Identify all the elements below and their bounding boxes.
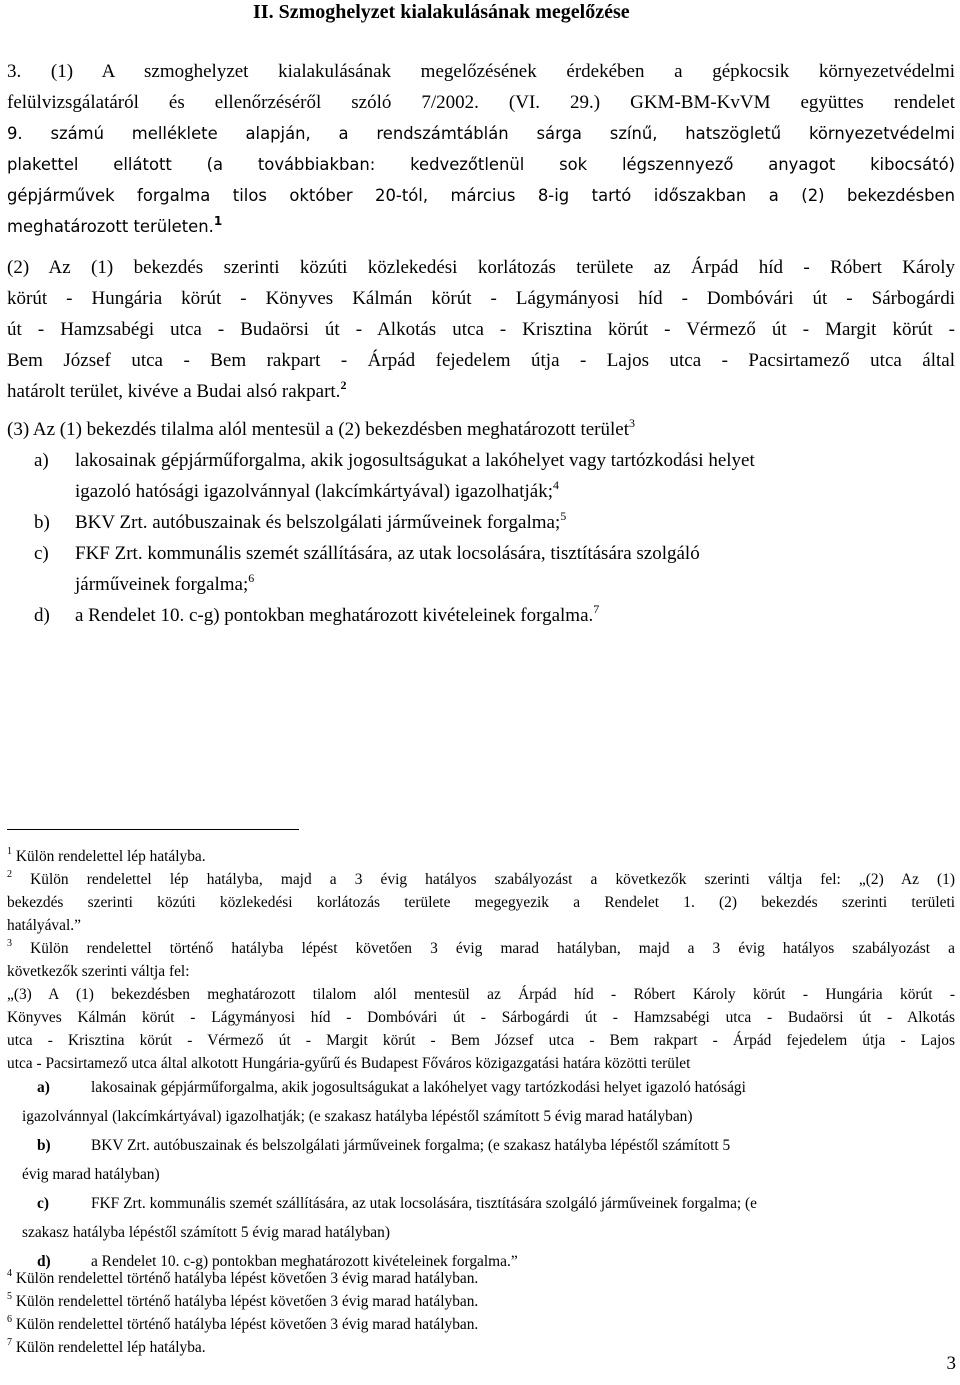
footnote-line: Könyves Kálmán körút - Lágymányosi híd - Dombóvári út - Sárbogárdi út - Hamzsabégi utca - Budaörsi út - Alkotás bbox=[7, 1009, 955, 1026]
paragraph-2-text-end: határolt terület, kivéve a Budai alsó rakpart. bbox=[7, 381, 341, 402]
paragraph-3-text: (3) Az (1) bekezdés tilalma alól mentesül a (2) bekezdésben meghatározott terület bbox=[7, 419, 629, 440]
list-item-text: igazolvánnyal (lakcímkártyával) igazolhatják; (e szakasz hatályba lépéstől számított 5 évig marad hatályban) bbox=[22, 1108, 693, 1125]
footnote-6 bbox=[7, 1313, 955, 1336]
list-item-text: FKF Zrt. kommunális szemét szállítására, az utak locsolására, tisztítására szolgáló járműveinek forgalma; (e bbox=[91, 1195, 757, 1212]
list-item-text: BKV Zrt. autóbuszainak és belszolgálati járműveinek forgalma; bbox=[75, 512, 561, 533]
footnote-3-list bbox=[7, 1076, 955, 1273]
footnote-ref: 3 bbox=[629, 415, 635, 430]
paragraph-3-line bbox=[7, 414, 955, 445]
footnote-number: 4 bbox=[7, 1267, 12, 1279]
paragraph-2-line: Bem József utca - Bem rakpart - Árpád fejedelem útja - Lajos utca - Pacsirtamező utca által bbox=[7, 350, 955, 371]
list-marker: c) bbox=[34, 543, 49, 564]
list-marker: a) bbox=[37, 1079, 50, 1096]
footnote-line: bekezdés szerinti közúti közlekedési korlátozás területe megegyezik a Rendelet 1. (2) bekezdés szerinti területi bbox=[7, 894, 955, 911]
footnote-3-list-item bbox=[7, 1192, 955, 1244]
paragraph-2-line: út - Hamzsabégi utca - Budaörsi út - Alkotás utca - Krisztina körút - Vérmező út - Margit körút - bbox=[7, 319, 955, 340]
footnote-ref: 6 bbox=[248, 570, 255, 585]
list-item-text: évig marad hatályban) bbox=[22, 1166, 160, 1183]
list-item bbox=[7, 600, 955, 631]
footnote-line: „(3) A (1) bekezdésben meghatározott tilalom alól mentesül az Árpád híd - Róbert Károly körút - Hungária körút - bbox=[7, 986, 955, 1003]
list-marker: d) bbox=[34, 605, 50, 626]
footnote-line: utca - Pacsirtamező utca által alkotott Hungária-gyűrű és Budapest Főváros közigazgatási határa közötti terület bbox=[7, 1055, 691, 1072]
list-item-text: a Rendelet 10. c-g) pontokban meghatározott kivételeinek forgalma. bbox=[75, 605, 594, 626]
footnote-line: hatályával.” bbox=[7, 917, 81, 934]
footnote-3-list-item bbox=[7, 1076, 955, 1128]
footnote-separator bbox=[7, 829, 299, 830]
footnote-2 bbox=[7, 868, 955, 937]
paragraph-2 bbox=[7, 252, 955, 407]
paragraph-1 bbox=[7, 56, 955, 242]
footnote-number: 7 bbox=[7, 1336, 12, 1348]
paragraph-3 bbox=[7, 414, 955, 445]
list-item-text: lakosainak gépjárműforgalma, akik jogosultságukat a lakóhelyet vagy tartózkodási helyet bbox=[75, 450, 755, 471]
list-item-text: igazoló hatósági igazolvánnyal (lakcímkártyával) igazolhatják; bbox=[75, 481, 553, 502]
footnote-line bbox=[7, 868, 955, 891]
exemption-list bbox=[7, 445, 955, 631]
list-marker: a) bbox=[34, 450, 49, 471]
footnote-text: Külön rendelettel lép hatályba, majd a 3 évig hatályos szabályozást a következők szerinti váltja fel: „(2) Az (1) bbox=[30, 871, 955, 888]
paragraph-1-line: plakettel ellátott (a továbbiakban: kedvezőtlenül sok légszennyező anyagot kibocsátó) bbox=[7, 155, 955, 174]
footnote-4 bbox=[7, 1267, 955, 1290]
list-item-text: járműveinek forgalma; bbox=[75, 574, 249, 595]
footnote-text: Külön rendelettel történő hatályba lépést követően 3 évig marad hatályban. bbox=[15, 1270, 479, 1287]
paragraph-1-line bbox=[7, 211, 955, 242]
list-item-text: lakosainak gépjárműforgalma, akik jogosultságukat a lakóhelyet vagy tartózkodási helyet igazoló hatósági bbox=[91, 1079, 746, 1096]
footnote-text: Külön rendelettel lép hatályba. bbox=[15, 848, 206, 865]
footnote-number: 1 bbox=[7, 845, 12, 857]
list-marker: b) bbox=[34, 512, 50, 533]
footnote-5 bbox=[7, 1290, 955, 1313]
footnote-3-list-item bbox=[7, 1134, 955, 1186]
list-marker: b) bbox=[37, 1137, 51, 1154]
footnote-number: 2 bbox=[7, 868, 12, 880]
paragraph-2-line bbox=[7, 376, 955, 407]
paragraph-1-line: felülvizsgálatáról és ellenőrzéséről szóló 7/2002. (VI. 29.) GKM-BM-KvVM együttes rendelet bbox=[7, 92, 955, 113]
page-number: 3 bbox=[946, 1353, 956, 1374]
footnote-number: 6 bbox=[7, 1313, 12, 1325]
footnote-line: következők szerinti váltja fel: bbox=[7, 963, 190, 980]
footnote-7 bbox=[7, 1336, 955, 1359]
footnote-number: 5 bbox=[7, 1290, 12, 1302]
footnote-1 bbox=[7, 845, 955, 868]
footnote-ref: 7 bbox=[593, 601, 600, 616]
footnote-ref: 4 bbox=[552, 477, 559, 492]
list-item-text: FKF Zrt. kommunális szemét szállítására, az utak locsolására, tisztítására szolgáló bbox=[75, 543, 700, 564]
footnote-number: 3 bbox=[7, 937, 12, 949]
footnote-text: Külön rendelettel történő hatályba lépést követően 3 évig marad hatályban. bbox=[15, 1316, 479, 1333]
list-marker: c) bbox=[37, 1195, 49, 1212]
footnote-text: Külön rendelettel lép hatályba. bbox=[15, 1339, 206, 1356]
list-marker: d) bbox=[37, 1253, 51, 1270]
section-heading: II. Szmoghelyzet kialakulásának megelőzése bbox=[253, 1, 630, 23]
footnote-text: Külön rendelettel történő hatályba lépést követően 3 évig marad hatályban, majd a 3 évig hatályos szabályozást a bbox=[30, 940, 955, 957]
list-item-text: BKV Zrt. autóbuszainak és belszolgálati járműveinek forgalma; (e szakasz hatályba lépéstől számított 5 bbox=[91, 1137, 731, 1154]
paragraph-1-line: 9. számú melléklete alapján, a rendszámtáblán sárga színű, hatszögletű környezetvédelmi bbox=[7, 124, 955, 143]
paragraph-2-line: körút - Hungária körút - Könyves Kálmán körút - Lágymányosi híd - Dombóvári út - Sárbogárdi bbox=[7, 288, 955, 309]
list-item bbox=[7, 538, 955, 600]
footnote-ref: 1 bbox=[213, 213, 223, 228]
paragraph-2-line: (2) Az (1) bekezdés szerinti közúti közlekedési korlátozás területe az Árpád híd - Róbert Károly bbox=[7, 257, 955, 278]
list-item-text: szakasz hatályba lépéstől számított 5 évig marad hatályban) bbox=[22, 1224, 390, 1241]
paragraph-1-line: 3. (1) A szmoghelyzet kialakulásának megelőzésének érdekében a gépkocsik környezetvédelmi bbox=[7, 61, 955, 82]
footnote-3 bbox=[7, 937, 955, 1075]
footnote-line bbox=[7, 937, 955, 960]
footnote-text: Külön rendelettel történő hatályba lépést követően 3 évig marad hatályban. bbox=[15, 1293, 479, 1310]
footnote-line: utca - Krisztina körút - Vérmező út - Margit körút - Bem József utca - Bem rakpart - Árpád fejedelem útja - Lajos bbox=[7, 1032, 955, 1049]
footnote-ref: 2 bbox=[340, 377, 347, 392]
paragraph-1-line: gépjárművek forgalma tilos október 20-tól, március 8-ig tartó időszakban a (2) bekezdésben bbox=[7, 186, 955, 205]
list-item bbox=[7, 507, 955, 538]
list-item bbox=[7, 445, 955, 507]
footnote-ref: 5 bbox=[560, 508, 567, 523]
list-item-text: a Rendelet 10. c-g) pontokban meghatározott kivételeinek forgalma.” bbox=[91, 1253, 518, 1270]
paragraph-1-text-end: meghatározott területen. bbox=[7, 217, 214, 236]
